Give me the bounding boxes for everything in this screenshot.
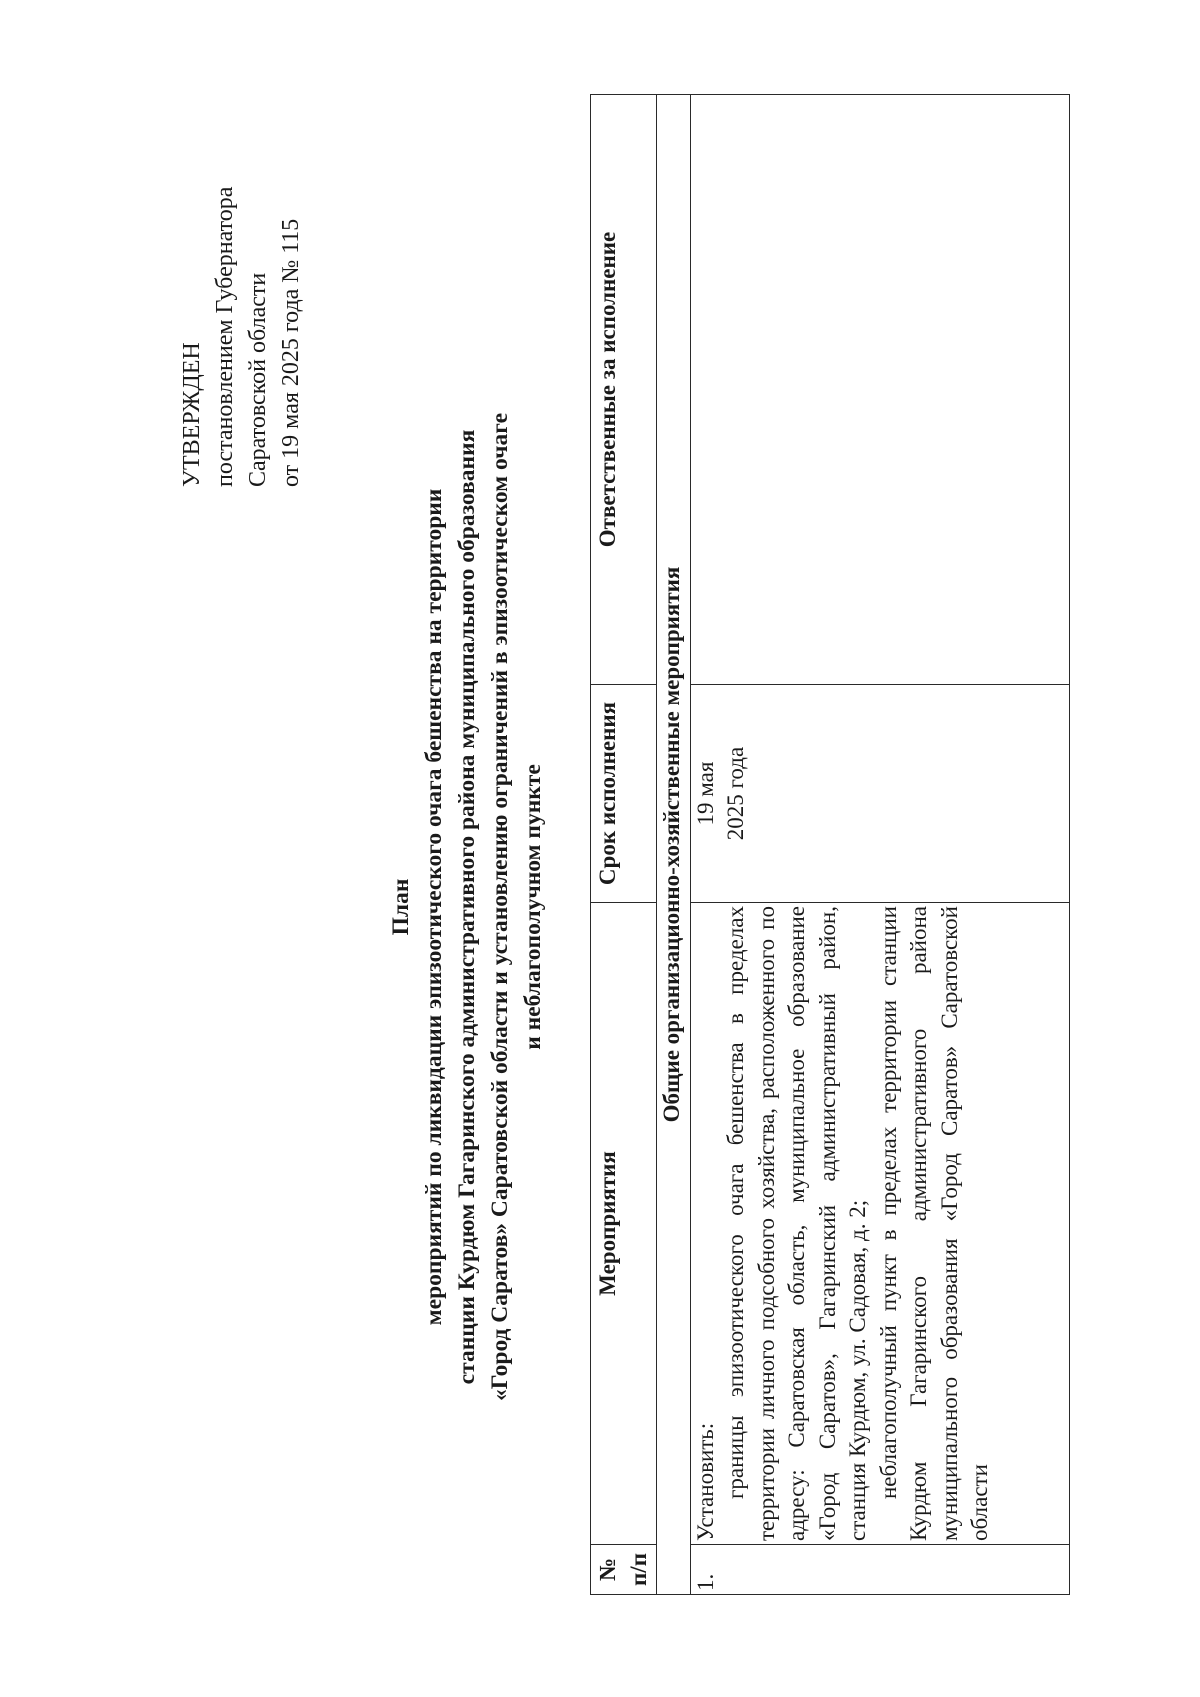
approval-region-line: Саратовской области	[245, 272, 271, 487]
table-row	[690, 95, 1069, 1595]
header-activity: Мероприятия	[591, 903, 657, 1545]
title-heading: План	[388, 878, 414, 936]
approval-stamp-block	[176, 47, 308, 487]
title-line: «Город Саратов» Саратовской области и установлению ограничений в эпизоотическом очаге	[487, 413, 513, 1402]
document-title	[385, 237, 550, 1577]
approval-decree-line: постановлением Губернатора	[212, 186, 238, 487]
activity-intro: Установить:	[692, 1422, 718, 1541]
term-year: 2025 года	[723, 746, 749, 841]
activity-paragraph: неблагополучный пункт в пределах территории станции Курдюм Гагаринского административного района муниципального образования «Город Саратов» Саратовской области	[875, 906, 993, 1541]
plan-table	[590, 94, 1070, 1595]
approval-date-line: от 19 мая 2025 года № 115	[278, 218, 304, 487]
row-activity	[690, 903, 1069, 1545]
row-number: 1.	[690, 1545, 1069, 1595]
row-responsible	[690, 95, 1069, 685]
header-num: № п/п	[591, 1545, 657, 1595]
section-title: Общие организационно-хозяйственные мероприятия	[657, 95, 691, 1595]
title-line: мероприятий по ликвидации эпизоотического очага бешенства на территории	[421, 488, 447, 1326]
activity-paragraph: границы эпизоотического очага бешенства в пределах территории личного подсобного хозяйства, расположенного по адресу: Саратовская область, муниципальное образование «Город Саратов», Гагаринский административный район, станция Курдюм, ул. Садовая, д. 2;	[723, 906, 871, 1541]
title-line: станции Курдюм Гагаринского административного района муниципального образования	[454, 429, 480, 1385]
approval-status: УТВЕРЖДЕН	[179, 342, 205, 487]
header-responsible: Ответственные за исполнение	[591, 95, 657, 685]
row-term	[690, 685, 1069, 903]
term-date: 19 мая	[692, 761, 718, 826]
header-term: Срок исполнения	[591, 685, 657, 903]
table-header-row	[591, 95, 657, 1595]
section-row	[657, 95, 691, 1595]
title-line: и неблагополучном пункте	[520, 764, 546, 1050]
